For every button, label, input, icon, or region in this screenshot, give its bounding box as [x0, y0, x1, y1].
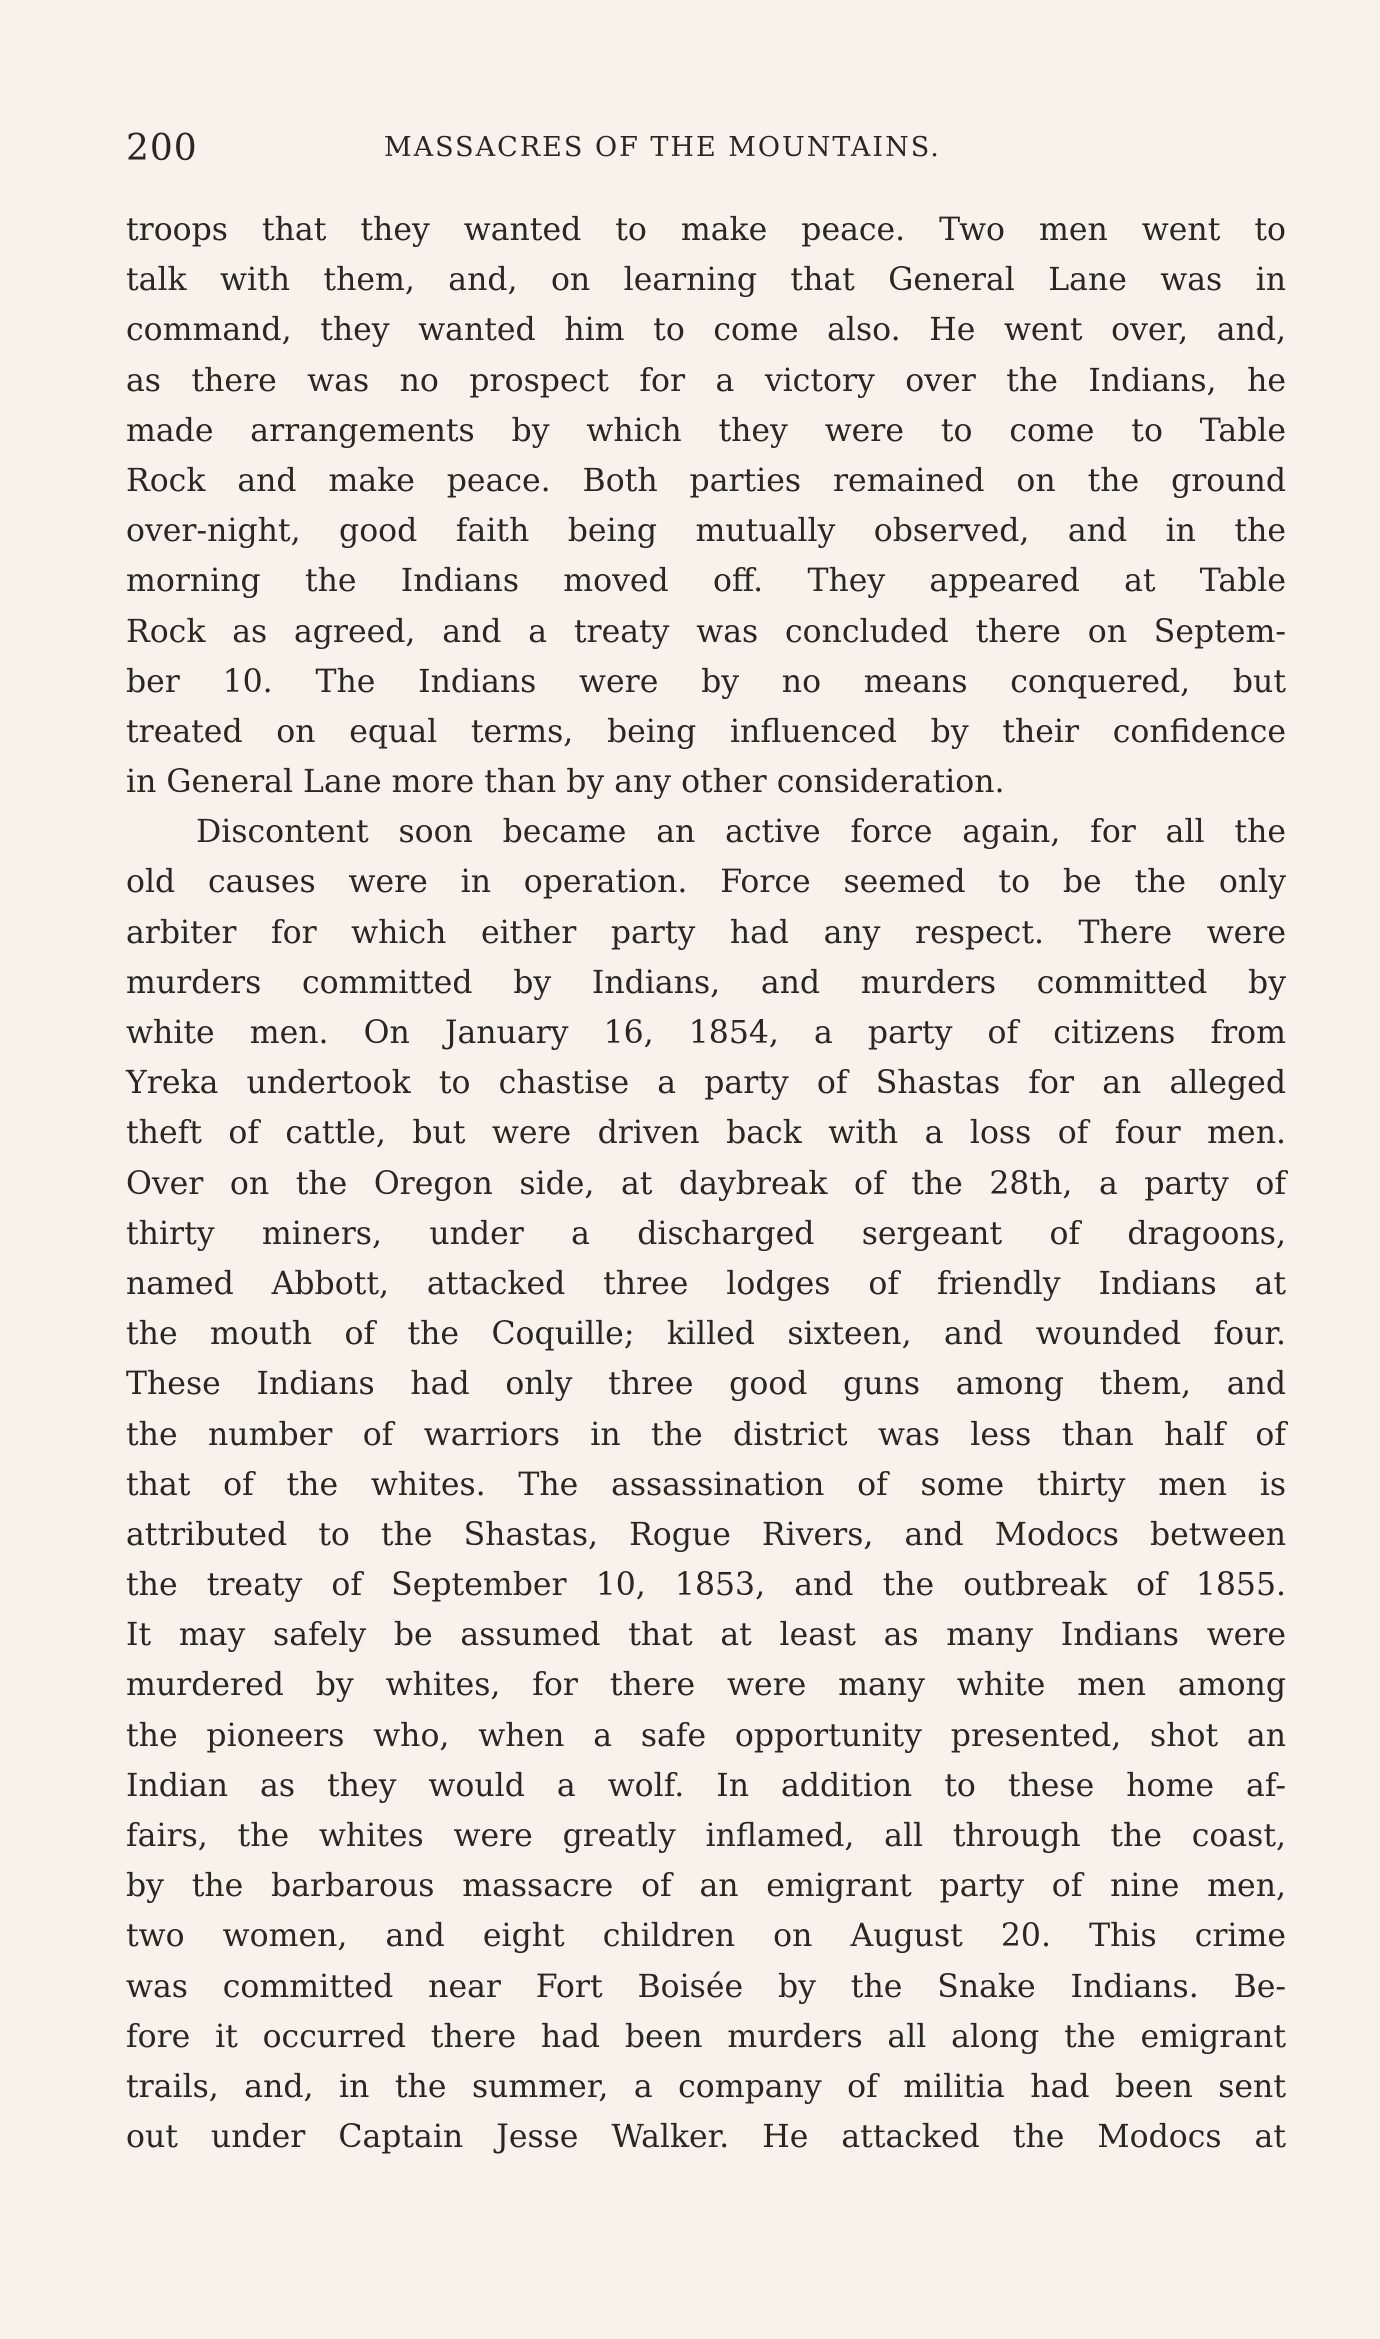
text-line: Indian as they would a wolf. In addition to these home af- — [126, 1767, 1286, 1804]
text-line: the number of warriors in the district was less than half of — [126, 1416, 1286, 1453]
running-head — [126, 128, 1286, 178]
text-line: as there was no prospect for a victory over the Indians, he — [126, 362, 1286, 399]
body-text — [126, 205, 1286, 2162]
text-line: over-night, good faith being mutually observed, and in the — [126, 513, 1286, 550]
text-line: murders committed by Indians, and murders committed by — [126, 964, 1286, 1001]
text-line: Yreka undertook to chastise a party of Shastas for an alleged — [126, 1065, 1286, 1102]
text-line: trails, and, in the summer, a company of militia had been sent — [126, 2068, 1286, 2105]
running-title: MASSACRES OF THE MOUNTAINS. — [384, 132, 941, 163]
text-line: named Abbott, attacked three lodges of friendly Indians at — [126, 1265, 1286, 1302]
text-line: Rock as agreed, and a treaty was concluded there on Septem- — [126, 613, 1286, 650]
text-line: attributed to the Shastas, Rogue Rivers, and Modocs between — [126, 1516, 1286, 1553]
text-line: command, they wanted him to come also. He went over, and, — [126, 312, 1286, 349]
text-line: talk with them, and, on learning that General Lane was in — [126, 262, 1286, 299]
text-line: old causes were in operation. Force seemed to be the only — [126, 864, 1286, 901]
page-number: 200 — [126, 128, 198, 169]
text-line: Rock and make peace. Both parties remained on the ground — [126, 462, 1286, 499]
text-line: white men. On January 16, 1854, a party of citizens from — [126, 1015, 1286, 1051]
text-line: morning the Indians moved off. They appeared at Table — [126, 563, 1286, 600]
text-line: fore it occurred there had been murders all along the emigrant — [126, 2018, 1286, 2055]
text-line: the treaty of September 10, 1853, and the outbreak of 1855. — [126, 1567, 1286, 1604]
text-line: the pioneers who, when a safe opportunity presented, shot an — [126, 1717, 1286, 1754]
text-line: murdered by whites, for there were many white men among — [126, 1667, 1286, 1704]
text-line: the mouth of the Coquille; killed sixteen, and wounded four. — [126, 1316, 1286, 1353]
text-line: fairs, the whites were greatly inflamed, all through the coast, — [126, 1818, 1286, 1854]
text-line: was committed near Fort Boisée by the Snake Indians. Be- — [126, 1968, 1286, 2005]
text-line: by the barbarous massacre of an emigrant party of nine men, — [126, 1868, 1286, 1905]
text-line: troops that they wanted to make peace. Two men went to — [126, 212, 1286, 248]
text-line: treated on equal terms, being influenced by their confidence — [126, 713, 1286, 750]
text-line: that of the whites. The assassination of some thirty men is — [126, 1466, 1286, 1503]
text-line: out under Captain Jesse Walker. He attacked the Modocs at — [126, 2119, 1286, 2156]
text-line: in General Lane more than by any other consideration. — [126, 764, 1005, 801]
text-line: Over on the Oregon side, at daybreak of the 28th, a party of — [126, 1165, 1286, 1202]
text-line: thirty miners, under a discharged sergeant of dragoons, — [126, 1215, 1286, 1252]
text-line: theft of cattle, but were driven back with a loss of four men. — [126, 1115, 1286, 1152]
text-line: two women, and eight children on August 20. This crime — [126, 1918, 1286, 1955]
paragraph-first-line: Discontent soon became an active force again, for all the — [196, 814, 1286, 851]
text-line: made arrangements by which they were to come to Table — [126, 412, 1286, 449]
text-line: ber 10. The Indians were by no means conquered, but — [126, 663, 1286, 700]
text-line: It may safely be assumed that at least as many Indians were — [126, 1617, 1286, 1654]
text-line: arbiter for which either party had any respect. There were — [126, 914, 1286, 951]
text-line: These Indians had only three good guns among them, and — [126, 1366, 1286, 1403]
